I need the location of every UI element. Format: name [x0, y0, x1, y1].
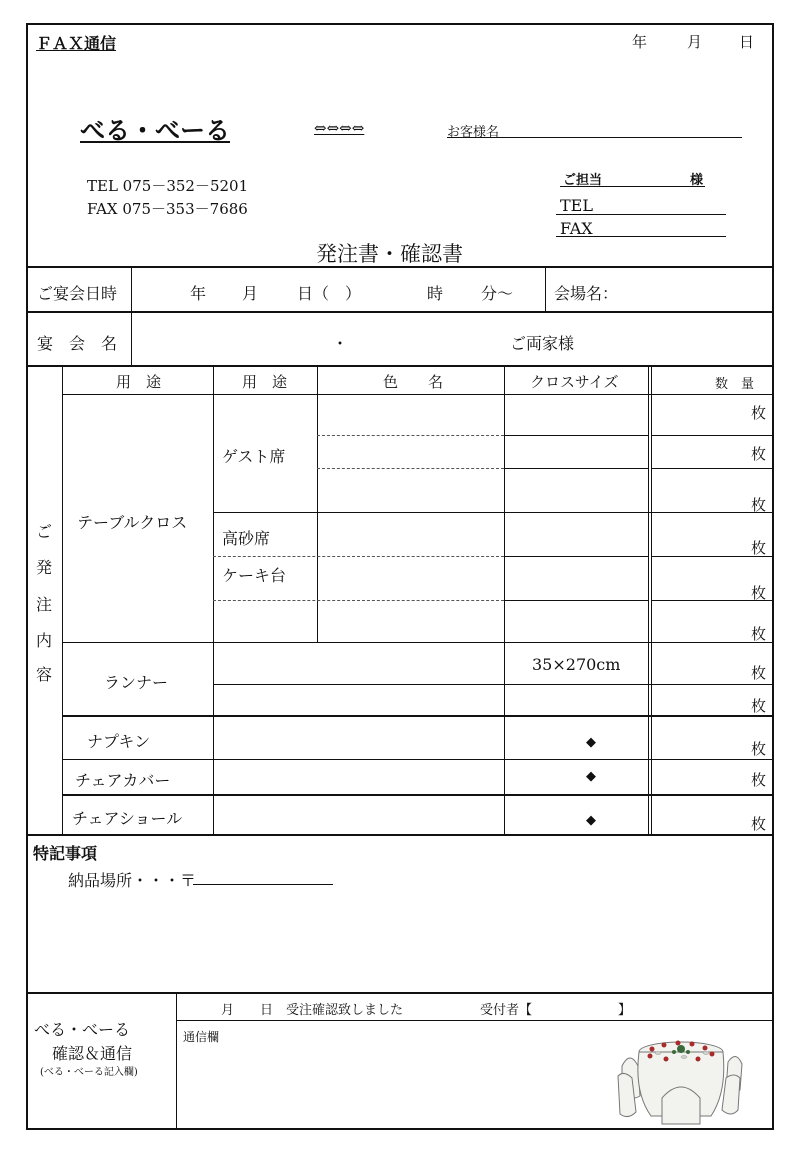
side-label-2: 発: [36, 558, 53, 577]
divider-datetime: [26, 311, 774, 313]
napkin-diamond: ◆: [586, 735, 596, 750]
side-label-1: ご: [36, 522, 53, 541]
footer-note: (べる・べーる記入欄): [40, 1067, 138, 1078]
customer-name-label: お客様名: [447, 125, 500, 140]
header-usage-2: 用 途: [242, 373, 288, 391]
unit-extra: 枚: [751, 625, 767, 643]
footer-company: べる・べーる: [34, 1020, 131, 1039]
side-label-3: 注: [36, 595, 53, 614]
receipt-confirm-text: 月 日 受注確認致しました: [221, 1003, 404, 1018]
arrows-mark: ⇔⇔⇔⇔: [314, 119, 365, 137]
divider-header: [26, 266, 774, 268]
chair-cover-label: チェアカバー: [75, 771, 171, 790]
header-month-label: 月: [687, 33, 703, 51]
banquet-hour: 時: [427, 284, 444, 303]
chair-shawl-label: チェアショール: [72, 809, 183, 828]
unit-guest-2: 枚: [751, 445, 767, 463]
staff-tel-label: TEL: [560, 196, 593, 215]
footer-confirm: 確認＆通信: [52, 1044, 133, 1063]
guest-row2-size-line: [504, 468, 648, 469]
customer-name-line: [447, 137, 742, 138]
guest-bottom-line: [213, 512, 774, 513]
side-label-4: 内: [36, 631, 53, 650]
banquet-table-illustration: [614, 1032, 748, 1126]
staff-line: [560, 186, 705, 187]
banquet-minute: 分～: [481, 284, 514, 303]
company-tel: TEL 075－352－5201: [87, 177, 249, 195]
unit-runner-2: 枚: [751, 697, 767, 715]
name-dot: ・: [332, 334, 349, 353]
order-col-side: [62, 366, 63, 835]
runner-bottom-line: [62, 715, 774, 717]
header-cloth-size: クロスサイズ: [530, 373, 619, 391]
header-day-label: 日: [739, 33, 755, 51]
order-bottom-line: [26, 834, 774, 836]
staff-suffix: 様: [690, 173, 704, 188]
header-year-label: 年: [632, 33, 648, 51]
cake-table-label: ケーキ台: [222, 566, 287, 585]
runner-mid-line: [213, 684, 774, 685]
unit-guest-3: 枚: [751, 496, 767, 514]
banquet-day: 日（ ）: [297, 284, 362, 303]
receiver-bracket: 】: [618, 1003, 632, 1018]
header-quantity: 数 量: [715, 377, 755, 392]
unit-chair-shawl: 枚: [751, 815, 767, 833]
delivery-place-label: 納品場所・・・〒: [68, 871, 197, 890]
venue-label: 会場名：: [554, 284, 619, 303]
company-name: べる・べーる: [80, 116, 231, 145]
families-label: ご両家様: [510, 334, 575, 353]
napkin-label: ナプキン: [87, 732, 151, 751]
notes-title: 特記事項: [33, 844, 98, 863]
banquet-name-label: 宴 会 名: [37, 334, 118, 353]
unit-chair-cover: 枚: [751, 771, 767, 789]
banquet-month: 月: [242, 284, 259, 303]
guest-row2-qty-line: [651, 468, 774, 469]
chair-shawl-diamond: ◆: [586, 813, 596, 828]
napkin-bottom-line: [62, 759, 774, 760]
communication-label: 通信欄: [183, 1030, 220, 1044]
guest-row1-line: [317, 435, 504, 436]
staff-fax-label: FAX: [560, 219, 593, 238]
order-col-size-a: [648, 366, 649, 835]
guest-seat-label: ゲスト席: [222, 447, 286, 466]
delivery-line: [193, 884, 333, 885]
divider-label-col: [131, 267, 132, 365]
takasago-size-line: [504, 556, 648, 557]
unit-guest-1: 枚: [751, 404, 767, 422]
tablecloth-label: テーブルクロス: [77, 513, 188, 532]
divider-notes: [26, 992, 774, 994]
fax-title: ＦＡＸ通信: [36, 34, 117, 53]
company-fax: FAX 075－353－7686: [87, 200, 248, 218]
cake-size-line: [504, 600, 648, 601]
unit-runner-1: 枚: [751, 664, 767, 682]
chaircover-bottom-line: [62, 794, 774, 796]
divider-venue: [545, 267, 546, 311]
tablecloth-bottom-line: [62, 642, 774, 643]
footer-col-divider: [176, 993, 177, 1130]
guest-row1-qty-line: [651, 435, 774, 436]
document-title: 発注書・確認書: [316, 242, 463, 266]
staff-tel-line: [556, 214, 726, 215]
guest-row1-size-line: [504, 435, 648, 436]
staff-label: ご担当: [563, 173, 603, 188]
staff-fax-line: [556, 236, 726, 237]
header-color: 色 名: [383, 373, 444, 391]
banquet-year: 年: [190, 284, 207, 303]
unit-napkin: 枚: [751, 740, 767, 758]
side-label-5: 容: [36, 665, 53, 684]
cake-line: [213, 600, 504, 601]
receiver-label: 受付者【: [480, 1003, 533, 1018]
runner-size: 35×270cm: [532, 655, 621, 674]
takasago-seat-label: 高砂席: [222, 529, 271, 548]
order-header-line: [62, 394, 774, 395]
banquet-datetime-label: ご宴会日時: [37, 284, 118, 303]
header-usage-1: 用 途: [116, 373, 162, 391]
runner-label: ランナー: [104, 673, 169, 692]
takasago-line: [213, 556, 504, 557]
guest-row2-line: [317, 468, 504, 469]
divider-name: [26, 365, 774, 367]
unit-takasago: 枚: [751, 539, 767, 557]
unit-cake: 枚: [751, 584, 767, 602]
footer-receipt-line: [176, 1020, 774, 1021]
chair-cover-diamond: ◆: [586, 769, 596, 784]
